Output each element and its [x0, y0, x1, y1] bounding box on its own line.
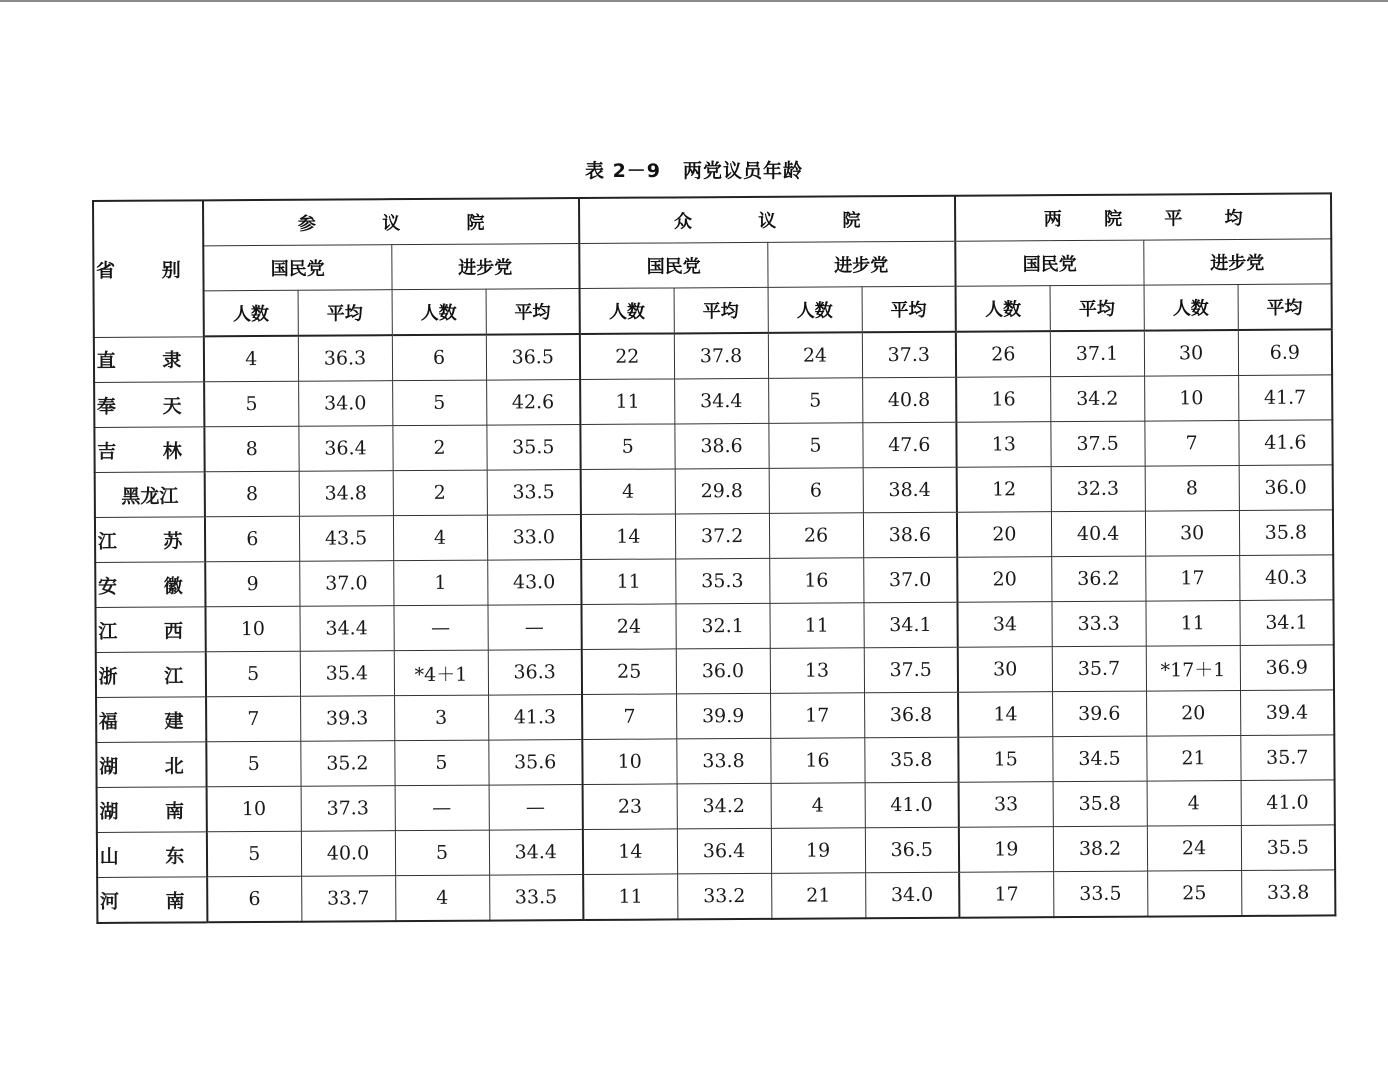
avg-header: 平均	[674, 287, 768, 333]
table-body	[94, 329, 1336, 923]
avg-cell: 36.4	[298, 426, 392, 472]
count-cell: 19	[959, 827, 1053, 873]
avg-cell: 32.3	[1051, 466, 1145, 512]
count-cell: 26	[956, 331, 1050, 377]
province-cell: 江 西	[95, 607, 205, 653]
avg-cell: 38.6	[674, 423, 768, 469]
avg-cell: 36.3	[488, 650, 582, 696]
table-caption	[0, 156, 1388, 183]
count-cell: 11	[770, 603, 864, 649]
avg-cell: 41.0	[865, 782, 959, 828]
avg-cell: 34.2	[1050, 376, 1144, 422]
count-cell: 14	[583, 829, 677, 875]
count-header: 人数	[204, 290, 298, 336]
avg-cell: 43.5	[299, 516, 393, 562]
avg-cell: 34.4	[489, 830, 583, 876]
province-cell: 河 南	[97, 877, 207, 923]
count-cell: 21	[1146, 735, 1240, 781]
avg-cell: 35.2	[300, 741, 394, 787]
avg-cell: 36.9	[1240, 645, 1334, 691]
avg-cell: 41.0	[1241, 780, 1335, 826]
avg-cell: 40.8	[862, 377, 956, 423]
avg-cell: 41.6	[1238, 420, 1332, 466]
count-cell: 26	[769, 513, 863, 559]
count-cell: 30	[958, 647, 1052, 693]
avg-cell: 38.2	[1053, 826, 1147, 872]
avg-cell: 34.0	[865, 872, 959, 918]
avg-cell: 36.5	[865, 827, 959, 873]
avg-cell: 37.0	[299, 561, 393, 607]
avg-cell: —	[489, 785, 583, 831]
count-cell: 20	[957, 557, 1051, 603]
party-kmt-header: 国民党	[203, 245, 391, 291]
avg-cell: 32.1	[676, 603, 770, 649]
avg-cell: 36.4	[677, 828, 771, 874]
avg-cell: 43.0	[487, 560, 581, 606]
count-cell: 13	[956, 422, 1050, 468]
avg-cell: 36.8	[864, 692, 958, 738]
count-header: 人数	[956, 286, 1050, 332]
avg-cell: 39.6	[1052, 691, 1146, 737]
count-cell: 16	[956, 377, 1050, 423]
count-cell: 17	[1145, 555, 1239, 601]
avg-cell: 35.8	[1053, 781, 1147, 827]
table-title: 两党议员年龄	[683, 160, 804, 182]
avg-cell: 34.5	[1052, 736, 1146, 782]
count-cell: 14	[958, 692, 1052, 738]
province-cell: 直 隶	[94, 336, 204, 382]
count-cell: 30	[1145, 510, 1239, 556]
avg-cell: 37.8	[674, 333, 768, 379]
avg-header: 平均	[1238, 284, 1332, 330]
party-progressive-header: 进步党	[767, 241, 955, 287]
avg-cell: 41.7	[1238, 375, 1332, 421]
count-cell: 7	[582, 694, 676, 740]
party-progressive-header: 进步党	[391, 244, 579, 290]
count-cell: *4＋1	[394, 650, 488, 696]
count-cell: 8	[204, 426, 298, 472]
chamber-house-header: 众 议 院	[579, 196, 955, 244]
avg-cell: 36.0	[676, 648, 770, 694]
avg-cell: 35.8	[864, 737, 958, 783]
count-cell: 23	[583, 784, 677, 830]
avg-cell: 40.0	[301, 831, 395, 877]
count-cell: 3	[394, 695, 488, 741]
count-cell: 5	[580, 424, 674, 470]
table-row	[96, 735, 1334, 788]
avg-cell: 35.7	[1240, 735, 1334, 781]
count-cell: 6	[769, 468, 863, 514]
count-cell: 21	[771, 873, 865, 919]
count-cell: 5	[206, 741, 300, 787]
count-cell: 22	[580, 333, 674, 379]
avg-cell: 39.4	[1240, 690, 1334, 736]
count-cell: 7	[1144, 421, 1238, 467]
avg-cell: 36.3	[298, 335, 392, 381]
province-header: 省 别	[93, 200, 204, 337]
count-cell: 25	[1147, 870, 1241, 916]
table-row	[95, 510, 1333, 563]
province-cell: 浙 江	[96, 652, 206, 698]
province-cell: 安 徽	[95, 562, 205, 608]
count-cell: 20	[1146, 690, 1240, 736]
count-cell: —	[395, 785, 489, 831]
avg-cell: 41.3	[488, 695, 582, 741]
count-cell: 11	[583, 874, 677, 920]
province-cell: 湖 南	[97, 787, 207, 833]
count-cell: 2	[392, 425, 486, 471]
avg-cell: 37.5	[1050, 421, 1144, 467]
avg-cell: 33.8	[676, 738, 770, 784]
count-cell: 17	[959, 872, 1053, 918]
count-cell: 17	[770, 693, 864, 739]
chamber-average-header: 两 院 平 均	[955, 193, 1331, 241]
count-cell: 10	[207, 786, 301, 832]
avg-cell: 34.8	[299, 471, 393, 517]
count-cell: 4	[395, 875, 489, 921]
count-cell: 16	[769, 558, 863, 604]
avg-cell: 36.5	[486, 334, 580, 380]
province-cell: 奉 天	[94, 382, 204, 428]
count-cell: 2	[393, 470, 487, 516]
province-cell: 福 建	[96, 697, 206, 743]
avg-header: 平均	[298, 290, 392, 336]
chamber-senate-header: 参 议 院	[203, 198, 579, 246]
count-cell: 11	[1146, 600, 1240, 646]
count-cell: 12	[957, 467, 1051, 513]
count-cell: 24	[1147, 825, 1241, 871]
avg-cell: 38.4	[863, 467, 957, 513]
count-cell: 8	[1145, 465, 1239, 511]
province-cell: 吉 林	[94, 427, 204, 473]
count-cell: 14	[581, 514, 675, 560]
avg-cell: 37.5	[864, 647, 958, 693]
count-cell: 4	[771, 783, 865, 829]
avg-cell: 37.1	[1050, 331, 1144, 377]
avg-cell: 34.1	[864, 602, 958, 648]
count-cell: 5	[768, 423, 862, 469]
table-row	[94, 420, 1332, 473]
table-row	[95, 465, 1333, 518]
count-cell: 5	[394, 740, 488, 786]
avg-header: 平均	[862, 286, 956, 332]
count-cell: *17＋1	[1146, 645, 1240, 691]
count-cell: 6	[207, 876, 301, 922]
count-cell: 5	[395, 830, 489, 876]
count-header: 人数	[1144, 285, 1238, 331]
table-row	[94, 329, 1332, 382]
avg-cell: 34.2	[677, 783, 771, 829]
count-cell: 4	[393, 515, 487, 561]
avg-cell: 36.0	[1239, 465, 1333, 511]
avg-cell: 37.3	[301, 786, 395, 832]
party-progressive-header: 进步党	[1143, 239, 1331, 285]
header-row-chambers	[93, 193, 1331, 246]
count-cell: 5	[204, 381, 298, 427]
avg-cell: —	[487, 605, 581, 651]
count-cell: 11	[581, 559, 675, 605]
count-cell: 10	[582, 739, 676, 785]
avg-cell: 33.2	[677, 873, 771, 919]
count-cell: 6	[205, 516, 299, 562]
count-cell: 4	[581, 469, 675, 515]
avg-cell: 38.6	[863, 512, 957, 558]
header-row-parties	[93, 239, 1331, 292]
avg-cell: 35.3	[675, 558, 769, 604]
count-cell: 6	[392, 335, 486, 381]
avg-cell: 39.9	[676, 693, 770, 739]
table-row	[97, 780, 1335, 833]
table-number: 表 2－9	[584, 160, 662, 182]
avg-cell: 34.4	[299, 606, 393, 652]
count-cell: 9	[205, 561, 299, 607]
avg-cell: 47.6	[862, 422, 956, 468]
count-cell: 7	[206, 696, 300, 742]
avg-cell: 35.7	[1052, 646, 1146, 692]
table-row	[95, 600, 1333, 653]
count-cell: 24	[582, 604, 676, 650]
avg-cell: 34.0	[298, 381, 392, 427]
table-header	[93, 193, 1332, 337]
avg-cell: 34.1	[1240, 600, 1334, 646]
count-cell: 11	[580, 379, 674, 425]
count-cell: 15	[958, 737, 1052, 783]
count-cell: 25	[582, 649, 676, 695]
age-table	[92, 192, 1336, 924]
count-cell: 30	[1144, 330, 1238, 376]
avg-cell: 35.5	[1241, 825, 1335, 871]
count-cell: 19	[771, 828, 865, 874]
avg-cell: 34.4	[674, 378, 768, 424]
table-row	[95, 555, 1333, 608]
header-row-metrics	[94, 284, 1332, 337]
count-cell: 4	[1147, 780, 1241, 826]
avg-header: 平均	[1050, 285, 1144, 331]
count-cell: 5	[768, 378, 862, 424]
province-cell: 黑龙江	[95, 472, 205, 518]
avg-cell: 6.9	[1238, 329, 1332, 375]
avg-cell: 40.3	[1239, 555, 1333, 601]
count-cell: 24	[768, 332, 862, 378]
party-kmt-header: 国民党	[579, 242, 767, 288]
count-cell: 16	[770, 738, 864, 784]
count-header: 人数	[768, 287, 862, 333]
count-cell: 5	[392, 380, 486, 426]
count-cell: 13	[770, 648, 864, 694]
avg-cell: 33.8	[1241, 870, 1335, 916]
province-cell: 湖 北	[96, 742, 206, 788]
count-header: 人数	[392, 289, 486, 335]
table-row	[97, 870, 1335, 923]
avg-cell: 40.4	[1051, 511, 1145, 557]
table-row	[96, 645, 1334, 698]
avg-cell: 33.3	[1052, 601, 1146, 647]
count-cell: —	[393, 605, 487, 651]
avg-cell: 33.5	[489, 875, 583, 921]
avg-cell: 35.8	[1239, 510, 1333, 556]
avg-cell: 33.0	[487, 515, 581, 561]
avg-cell: 42.6	[486, 380, 580, 426]
province-cell: 山 东	[97, 832, 207, 878]
count-cell: 10	[205, 606, 299, 652]
count-header: 人数	[580, 288, 674, 334]
avg-cell: 29.8	[675, 468, 769, 514]
count-cell: 8	[205, 471, 299, 517]
count-cell: 10	[1144, 376, 1238, 422]
avg-cell: 35.6	[488, 740, 582, 786]
avg-cell: 37.0	[863, 557, 957, 603]
avg-cell: 35.4	[300, 651, 394, 697]
avg-cell: 37.3	[862, 332, 956, 378]
party-kmt-header: 国民党	[955, 240, 1143, 286]
table-row	[97, 825, 1335, 878]
table-row	[94, 375, 1332, 428]
avg-cell: 33.7	[301, 876, 395, 922]
count-cell: 20	[957, 512, 1051, 558]
avg-cell: 37.2	[675, 513, 769, 559]
table-row	[96, 690, 1334, 743]
count-cell: 1	[393, 560, 487, 606]
avg-cell: 36.2	[1051, 556, 1145, 602]
count-cell: 5	[206, 651, 300, 697]
count-cell: 4	[204, 336, 298, 382]
count-cell: 5	[207, 831, 301, 877]
avg-cell: 33.5	[1053, 871, 1147, 917]
avg-cell: 35.5	[486, 425, 580, 471]
avg-cell: 33.5	[487, 470, 581, 516]
count-cell: 33	[959, 782, 1053, 828]
avg-cell: 39.3	[300, 696, 394, 742]
count-cell: 34	[958, 602, 1052, 648]
avg-header: 平均	[486, 289, 580, 335]
province-cell: 江 苏	[95, 517, 205, 563]
